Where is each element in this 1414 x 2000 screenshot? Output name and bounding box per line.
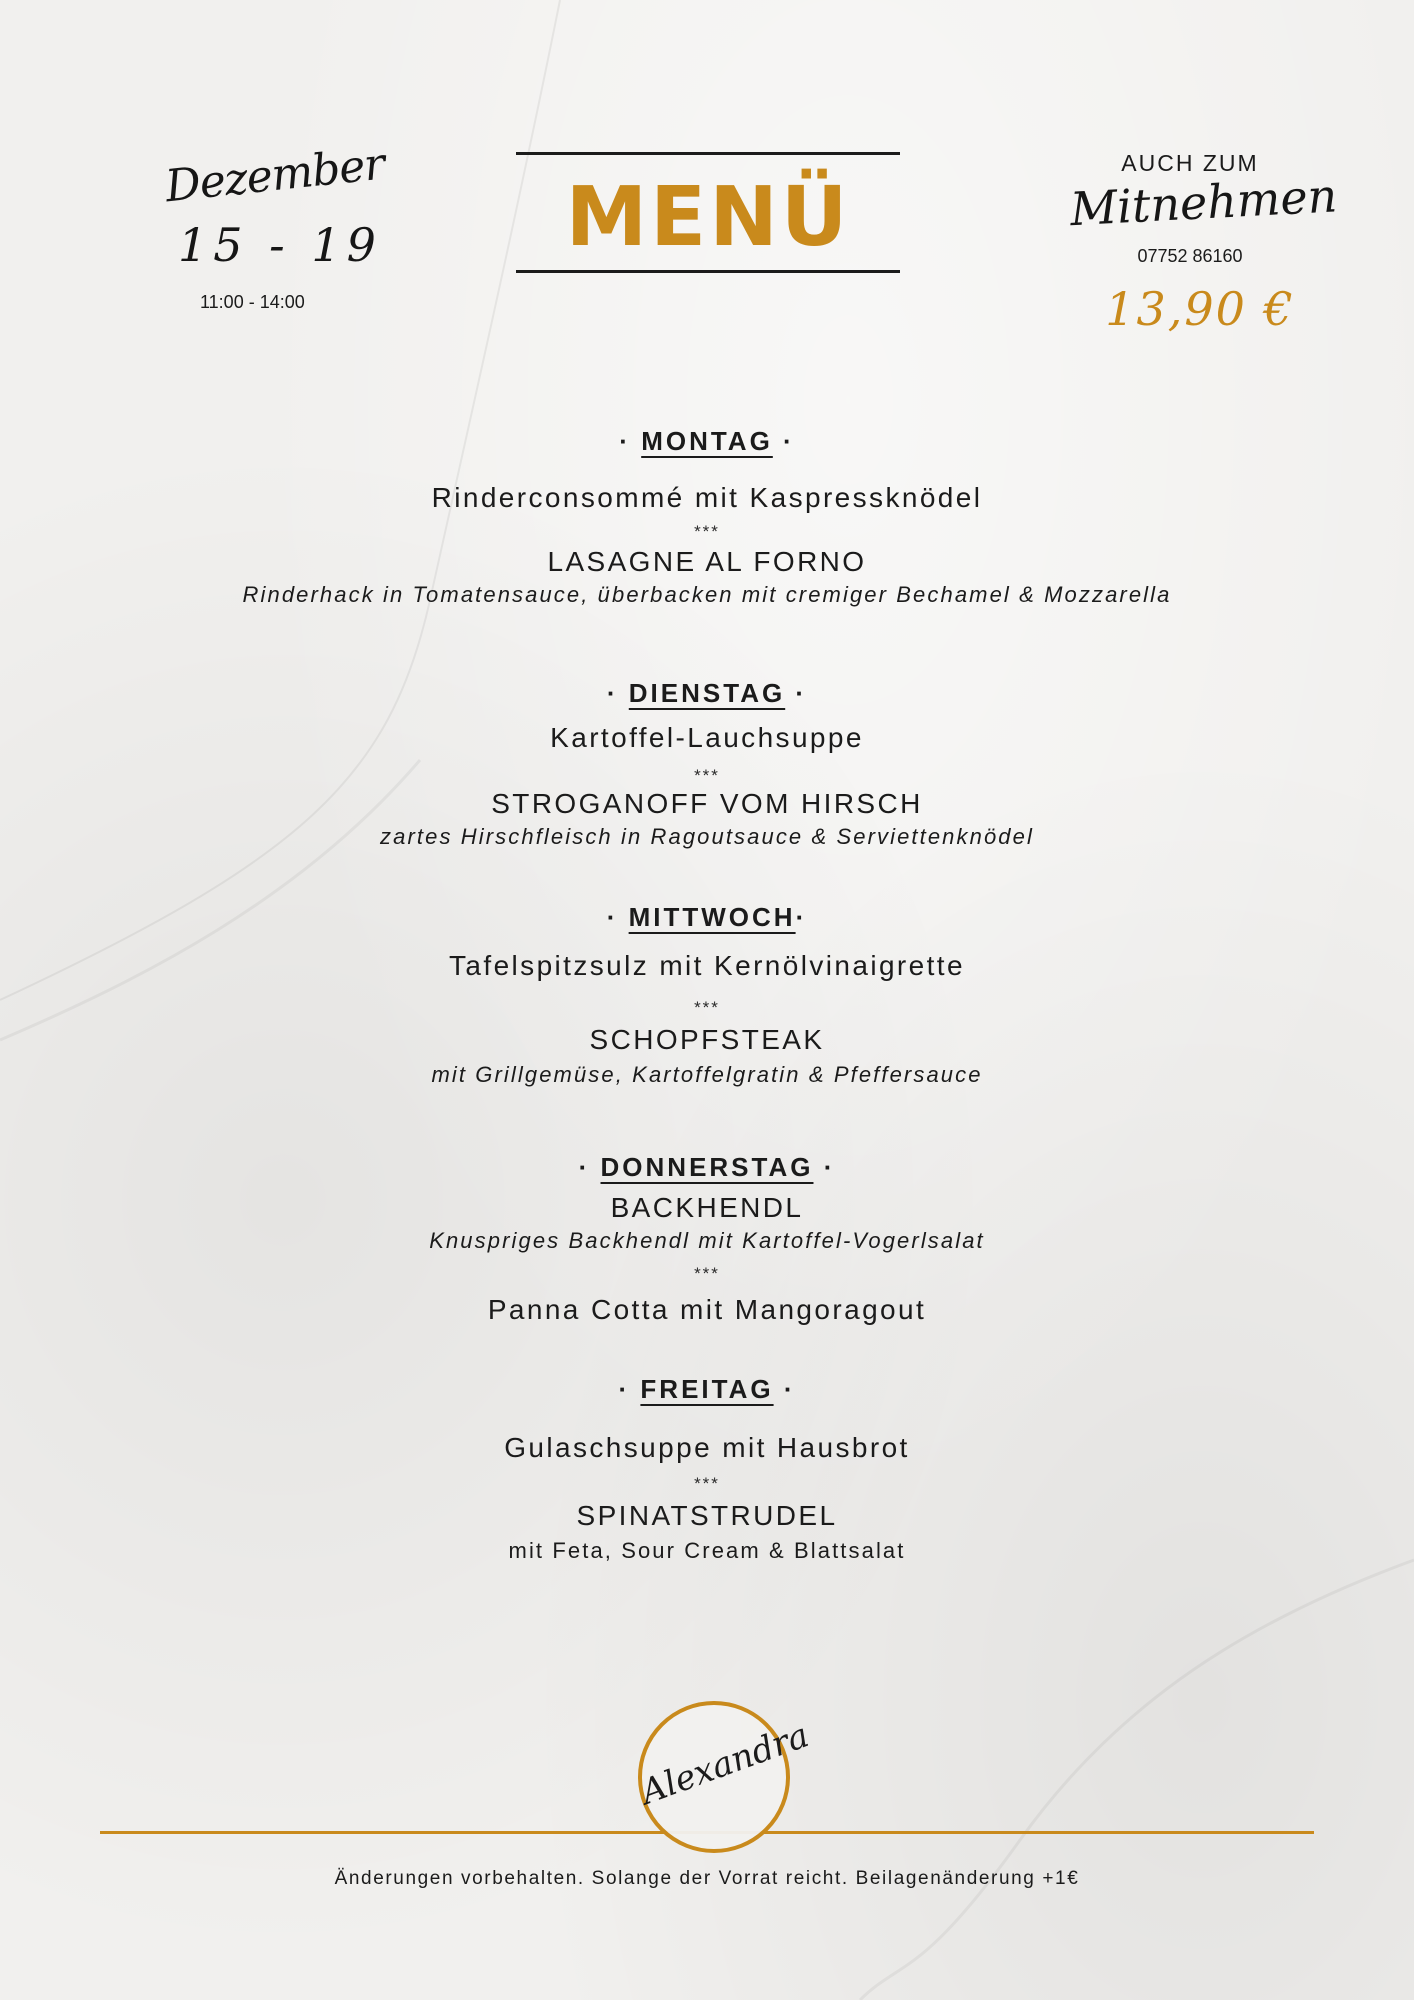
logo-signature: Alexandra [635,1715,815,1813]
separator: *** [694,1264,720,1283]
title-rule-top [516,152,900,155]
day-name: FREITAG [640,1374,774,1404]
day-heading-freitag: · FREITAG · [618,1374,796,1404]
dish-starter: Gulaschsuppe mit Hausbrot [504,1432,910,1463]
separator: *** [694,522,720,541]
takeaway-label: AUCH ZUM [1121,150,1259,176]
dish-description: Rinderhack in Tomatensauce, überbacken mit cremiger Bechamel & Mozzarella [242,582,1172,607]
dish-starter: Tafelspitzsulz mit Kernölvinaigrette [449,950,965,981]
day-name: DIENSTAG [628,678,786,708]
day-heading-mittwoch: · MITTWOCH· [606,902,808,932]
dish-starter: Kartoffel-Lauchsuppe [550,722,864,753]
dish-main: BACKHENDL [610,1192,804,1223]
phone-number: 07752 86160 [1137,246,1243,266]
day-name: DONNERSTAG [600,1152,814,1182]
footer-note: Änderungen vorbehalten. Solange der Vorrat reicht. Beilagenänderung +1€ [334,1868,1080,1889]
dish-main: SCHOPFSTEAK [589,1024,825,1055]
dish-dessert: Panna Cotta mit Mangoragout [487,1294,927,1325]
separator: *** [694,998,720,1017]
dish-main: SPINATSTRUDEL [576,1500,838,1531]
day-name: MONTAG [641,426,773,456]
separator: *** [694,1474,720,1493]
dish-starter: Rinderconsommé mit Kaspressknödel [431,482,983,513]
day-heading-donnerstag: · DONNERSTAG · [578,1152,836,1182]
price: 13,90 € [1105,282,1295,336]
page-title: MENÜ [565,170,851,265]
dish-description: Knuspriges Backhendl mit Kartoffel-Vogerlsalat [429,1228,985,1253]
day-heading-dienstag: · DIENSTAG · [606,678,808,708]
dish-description: zartes Hirschfleisch in Ragoutsauce & Serviettenknödel [380,824,1034,849]
date-range: 15 - 19 [178,218,382,272]
separator: *** [694,766,720,785]
opening-hours: 11:00 - 14:00 [200,292,305,312]
takeaway-script: Mitnehmen [1068,168,1339,237]
title-rule-bottom [516,270,900,273]
day-heading-montag: · MONTAG · [619,426,795,456]
dish-description: mit Feta, Sour Cream & Blattsalat [508,1538,906,1563]
dish-main: LASAGNE AL FORNO [547,546,867,577]
dish-description: mit Grillgemüse, Kartoffelgratin & Pfeffersauce [431,1062,983,1087]
day-name: MITTWOCH [628,902,796,932]
dish-main: STROGANOFF VOM HIRSCH [491,788,923,819]
date-month: Dezember [162,138,387,213]
